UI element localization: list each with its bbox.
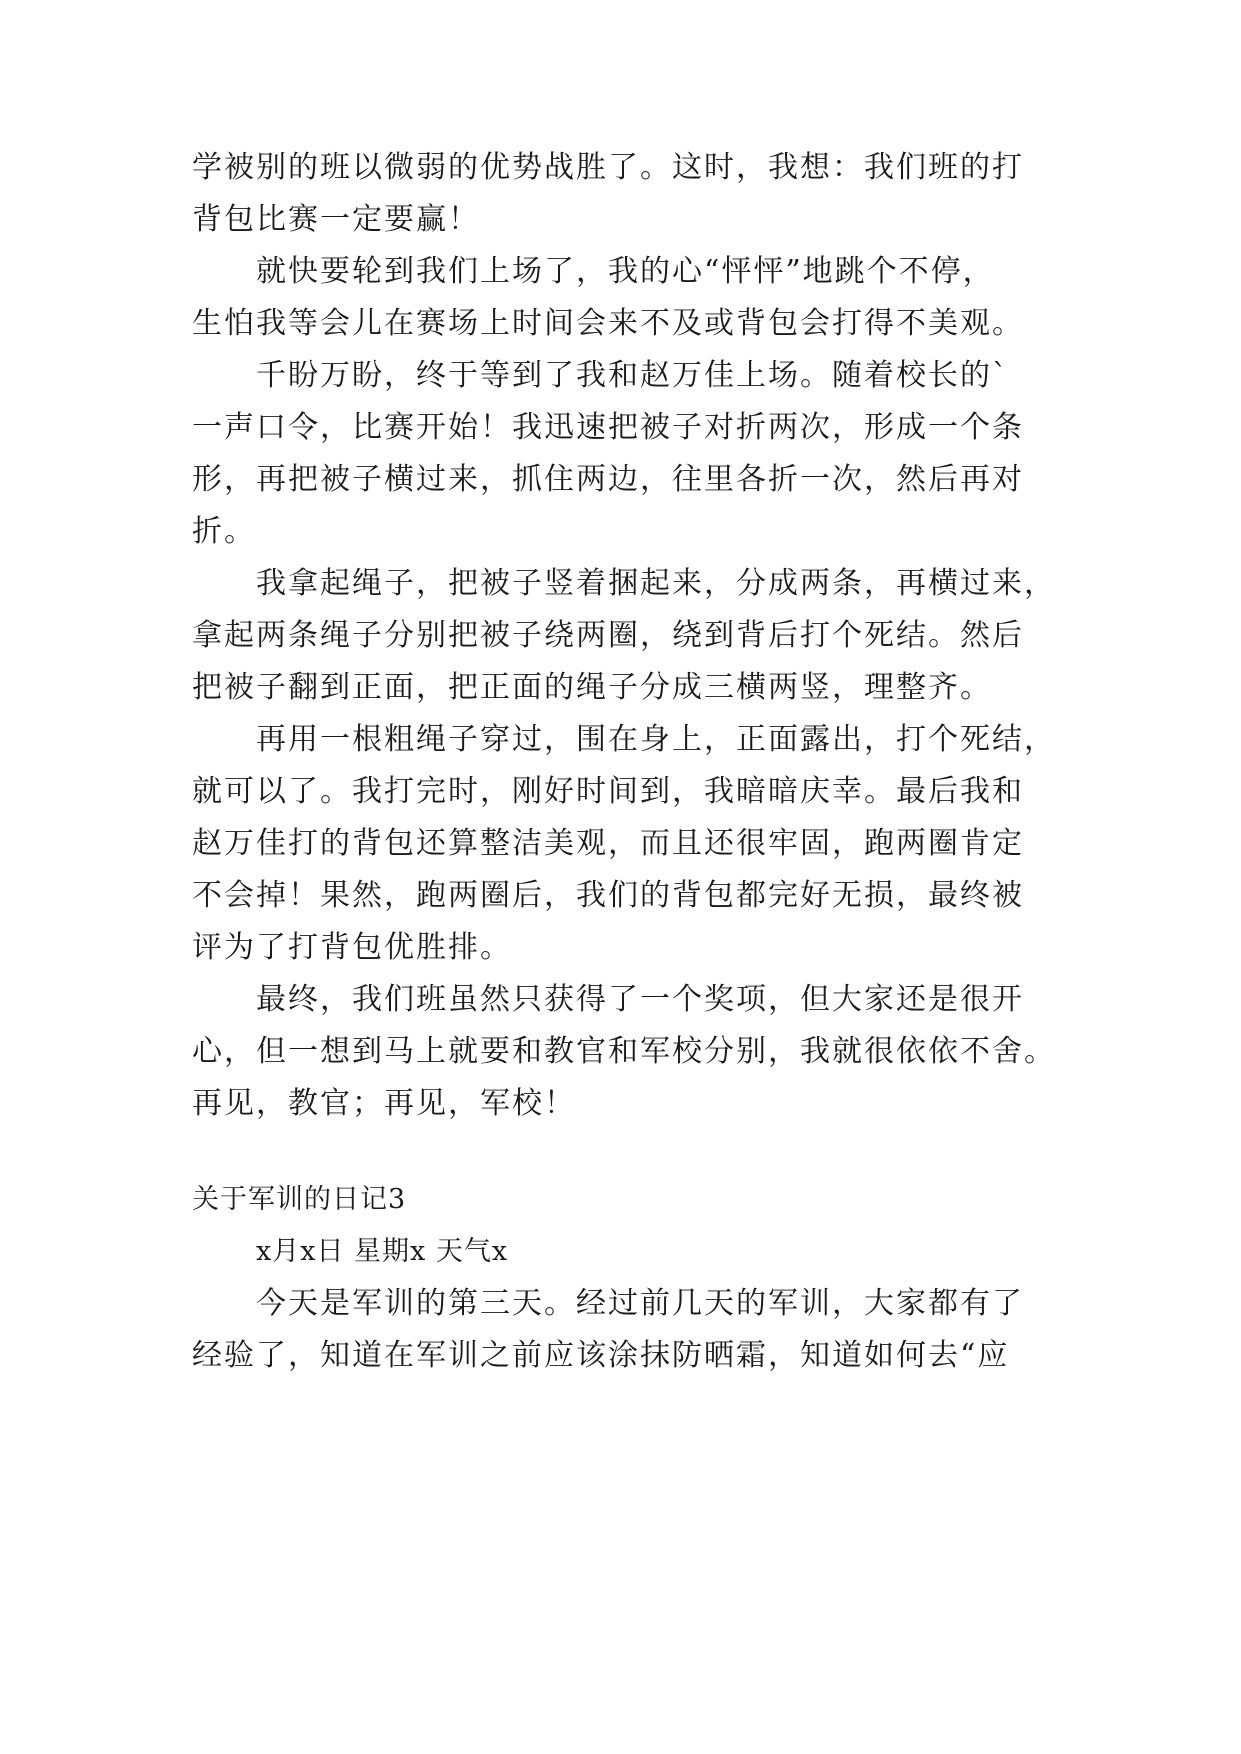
text-line: 学被别的班以微弱的优势战胜了。这时，我想：我们班的打 [192, 150, 1024, 185]
text-line: 评为了打背包优胜排。 [192, 930, 512, 965]
text-line: 拿起两条绳子分别把被子绕两圈，绕到背后打个死结。然后 [192, 618, 1024, 653]
text-line: 不会掉！果然，跑两圈后，我们的背包都完好无损，最终被 [192, 878, 1024, 913]
text-line: 形，再把被子横过来，抓住两边，往里各折一次，然后再对 [192, 462, 1024, 497]
text-line: 赵万佳打的背包还算整洁美观，而且还很牢固，跑两圈肯定 [192, 826, 1024, 861]
diary-date-line: x月x日 星期x 天气x [256, 1236, 509, 1267]
text-line: 就可以了。我打完时，刚好时间到，我暗暗庆幸。最后我和 [192, 774, 1024, 809]
text-line: 再见，教官；再见，军校！ [192, 1086, 576, 1121]
text-line: 就快要轮到我们上场了，我的心“怦怦”地跳个不停， [256, 254, 995, 289]
text-line: 今天是军训的第三天。经过前几天的军训，大家都有了 [256, 1286, 1024, 1321]
text-line: 生怕我等会儿在赛场上时间会来不及或背包会打得不美观。 [192, 306, 1024, 341]
text-line: 我拿起绳子，把被子竖着捆起来，分成两条，再横过来， [256, 566, 1056, 601]
text-line: 最终，我们班虽然只获得了一个奖项，但大家还是很开 [256, 982, 1024, 1017]
text-line: 心，但一想到马上就要和教官和军校分别，我就很依依不舍。 [192, 1034, 1056, 1069]
text-line: 一声口令，比赛开始！我迅速把被子对折两次，形成一个条 [192, 410, 1024, 445]
text-line: 再用一根粗绳子穿过，围在身上，正面露出，打个死结， [256, 722, 1056, 757]
text-line: 折。 [192, 514, 256, 549]
section-heading: 关于军训的日记3 [192, 1184, 407, 1215]
text-line: 背包比赛一定要赢！ [192, 202, 480, 237]
text-line: 千盼万盼，终于等到了我和赵万佳上场。随着校长的` [256, 358, 1009, 393]
text-line: 把被子翻到正面，把正面的绳子分成三横两竖，理整齐。 [192, 670, 992, 705]
text-line: 经验了，知道在军训之前应该涂抹防晒霜，知道如何去“应 [192, 1338, 1010, 1373]
